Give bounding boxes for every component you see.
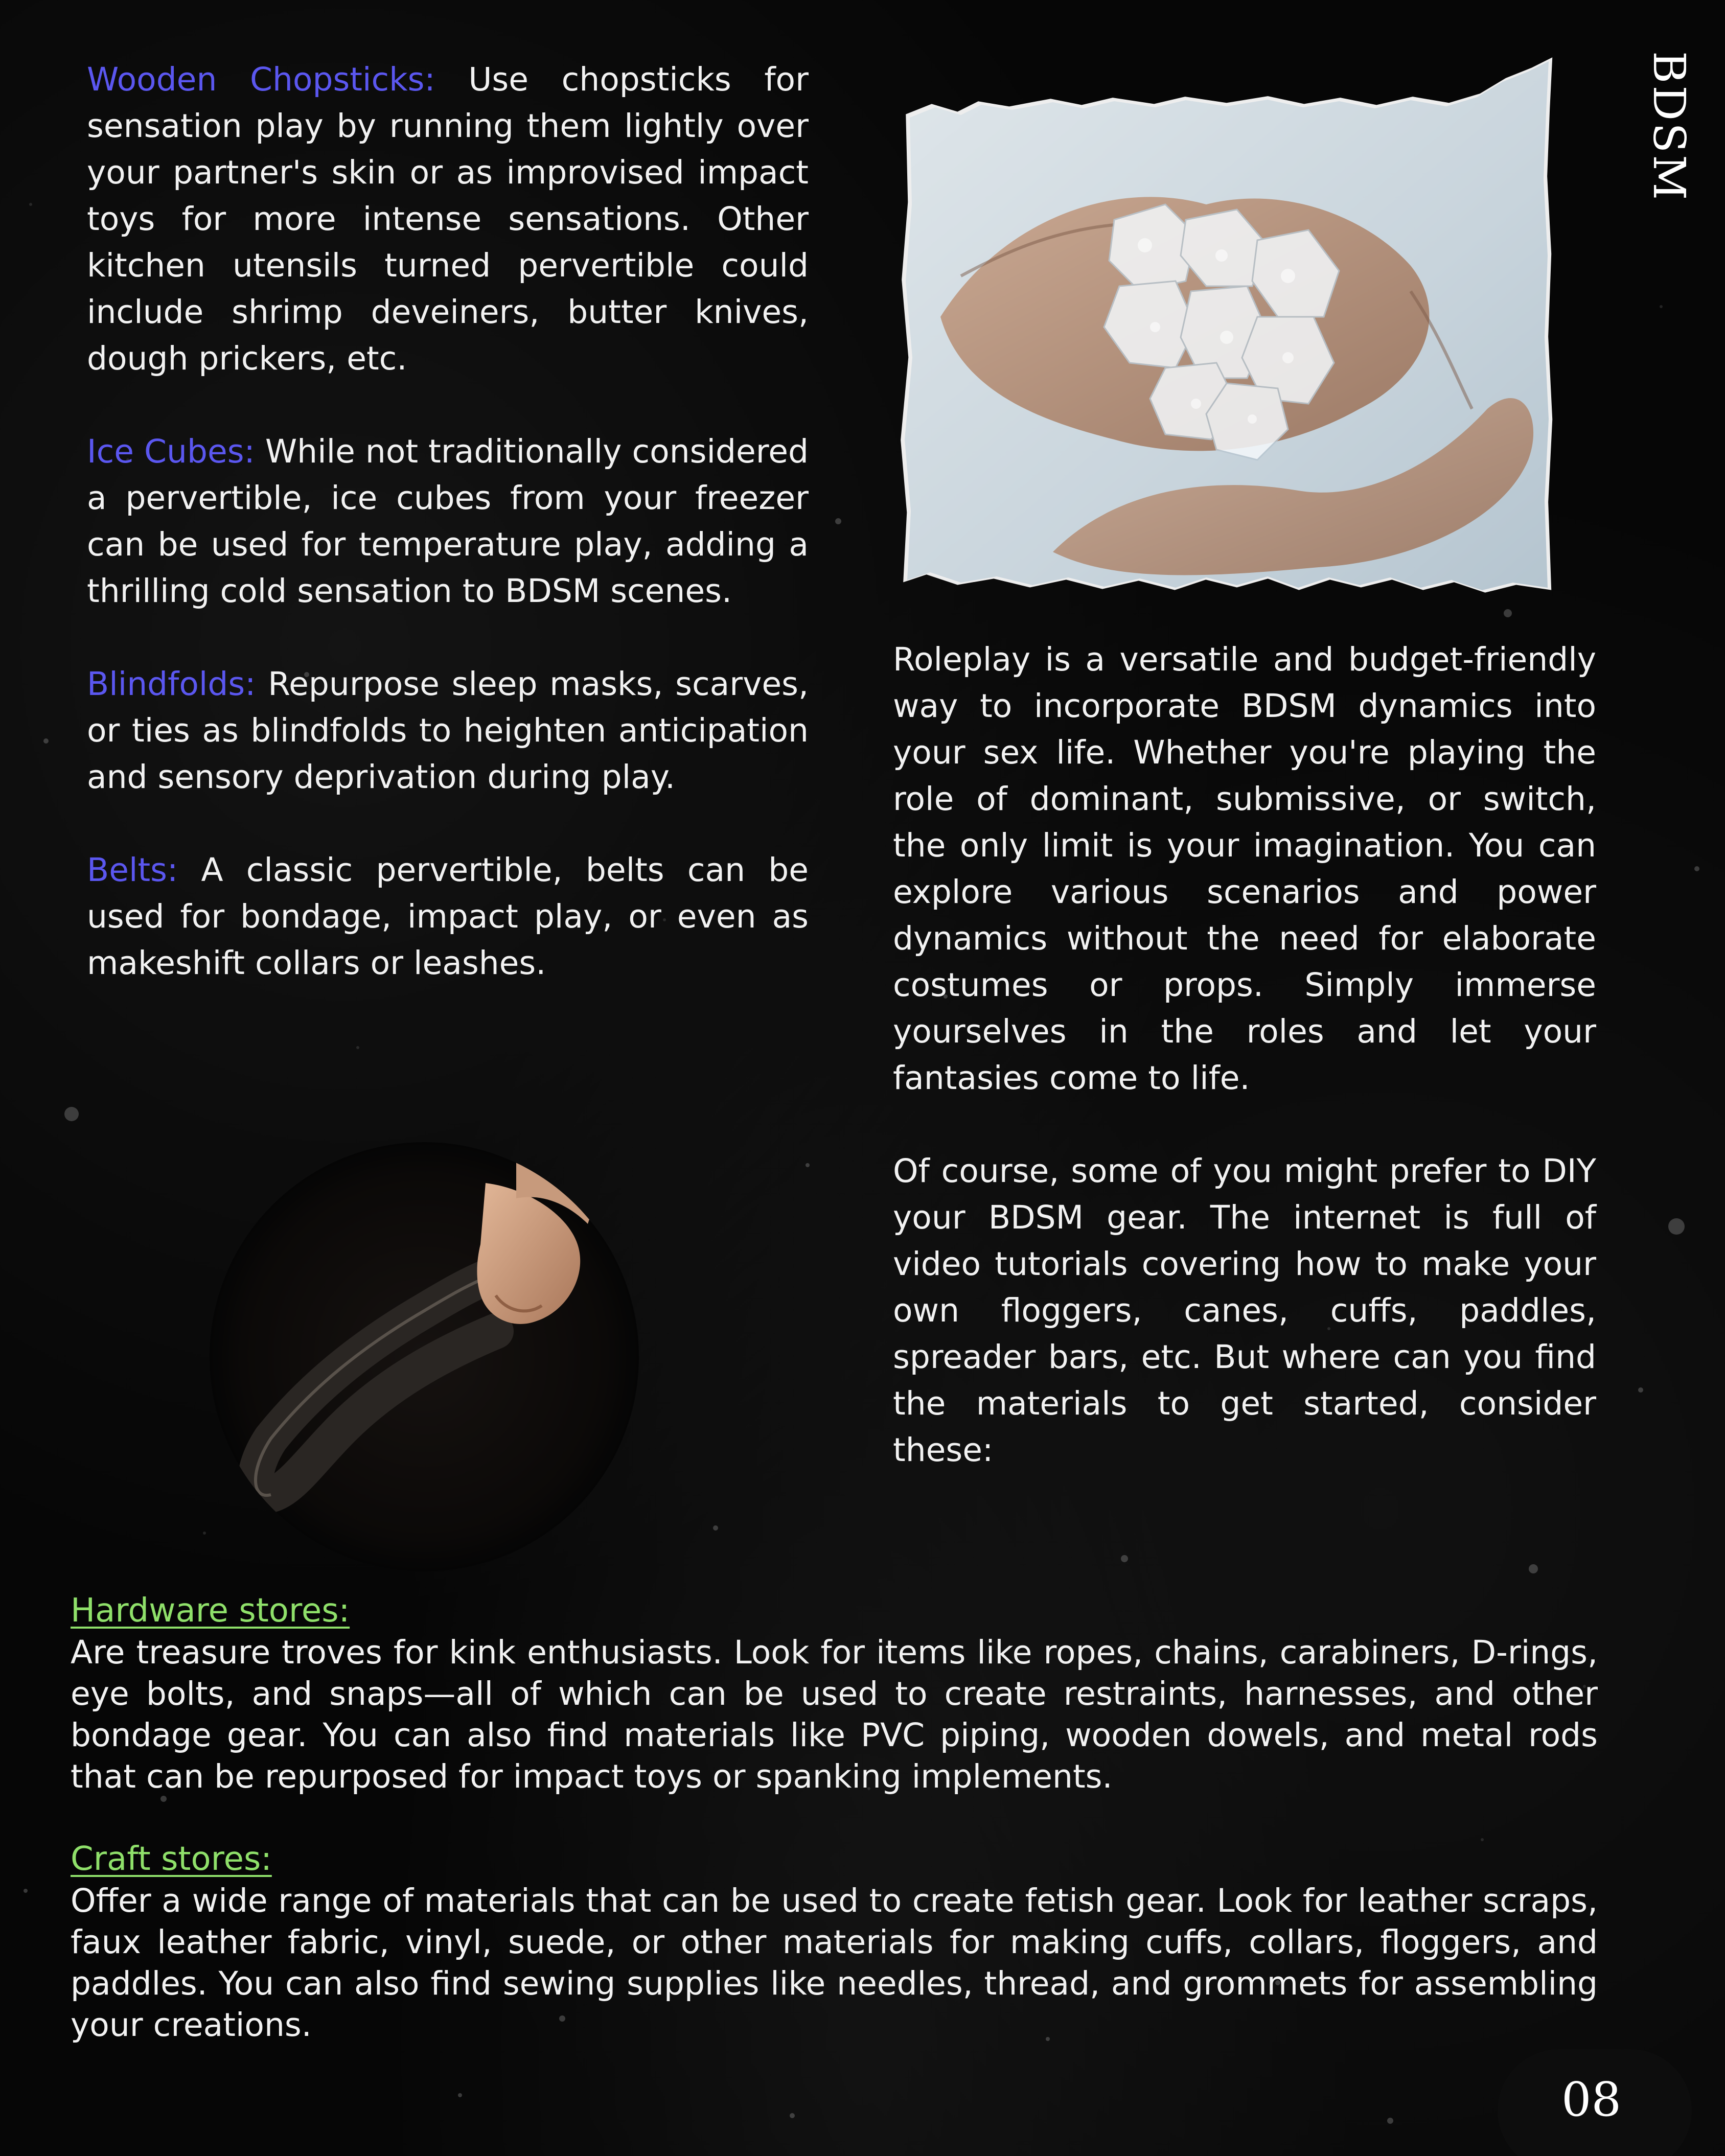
right-column: [893, 636, 1596, 1520]
term-label: Ice Cubes:: [87, 433, 255, 470]
belt-photo: [210, 1142, 639, 1571]
term-label: Belts:: [87, 851, 178, 889]
term-description: While not traditionally considered a pervertible, ice cubes from your freezer can be used for temperature play, adding a thrilling cold sensation to BDSM scenes.: [87, 433, 809, 610]
store-heading: Craft stores:: [71, 1840, 272, 1878]
term-label: Blindfolds:: [87, 665, 256, 703]
roleplay-paragraph: Roleplay is a versatile and budget-friendly way to incorporate BDSM dynamics into your sex life. Whether you're playing the role of dominant, submissive, or switch, the only limit is your imagination. You can explore various scenarios and power dynamics without the need for elaborate costumes or props. Simply immerse yourselves in the roles and let your fantasies come to life.: [893, 641, 1596, 1097]
stores-section: [71, 1590, 1598, 2087]
page-number: 08: [1561, 2072, 1622, 2127]
list-item-chopsticks: [87, 56, 809, 382]
store-description: Are treasure troves for kink enthusiasts. Look for items like ropes, chains, carabiners, D-rings, eye bolts, and snaps—all of which can be used to create restraints, harnesses, and other bondage gear. You can also find materials like PVC piping, wooden dowels, and metal rods that can be repurposed for impact toys or spanking implements.: [71, 1634, 1598, 1795]
term-description: A classic pervertible, belts can be used for bondage, impact play, or even as makeshift collars or leashes.: [87, 851, 809, 982]
diy-paragraph: Of course, some of you might prefer to DIY your BDSM gear. The internet is full of video tutorials covering how to make your own floggers, canes, cuffs, paddles, spreader bars, etc. But where can you find the materials to get started, consider these:: [893, 1152, 1596, 1469]
store-heading: Hardware stores:: [71, 1592, 350, 1630]
store-description: Offer a wide range of materials that can be used to create fetish gear. Look for leather scraps, faux leather fabric, vinyl, suede, or other materials for making cuffs, collars, floggers, and paddles. You can also find sewing supplies like needles, thread, and grommets for assembling your creations.: [71, 1882, 1598, 2044]
ice-cubes-photo: [900, 51, 1554, 600]
store-block-hardware: [71, 1590, 1598, 1797]
list-item-blindfolds: [87, 661, 809, 800]
store-block-craft: [71, 1839, 1598, 2046]
term-description: Repurpose sleep masks, scarves, or ties as blindfolds to heighten anticipation and sensory deprivation during play.: [87, 665, 809, 796]
section-title-vertical: BDSM: [1643, 51, 1694, 202]
list-item-ice-cubes: [87, 428, 809, 614]
list-item-belts: [87, 847, 809, 986]
term-description: Use chopsticks for sensation play by running them lightly over your partner's skin or as improvised impact toys for more intense sensations. Other kitchen utensils turned pervertible could include shrimp deveiners, butter knives, dough prickers, etc.: [87, 61, 809, 377]
term-label: Wooden Chopsticks:: [87, 61, 435, 98]
left-column: [87, 56, 809, 1033]
